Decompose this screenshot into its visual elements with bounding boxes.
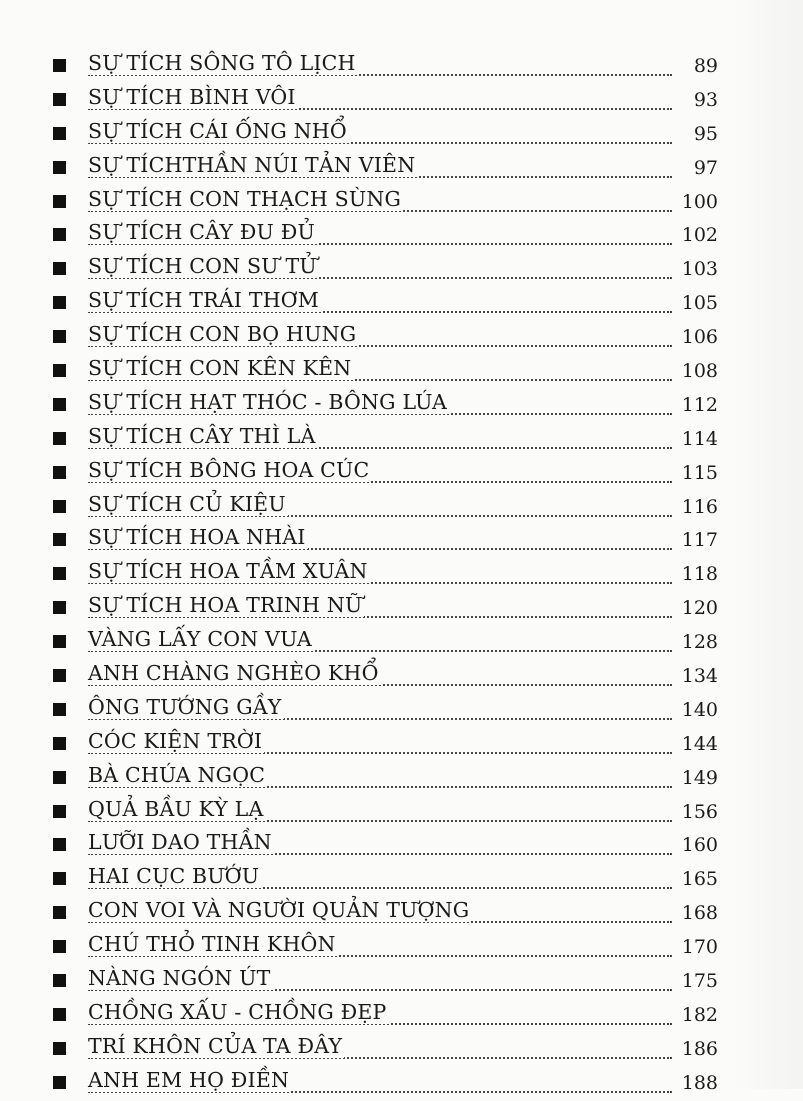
toc-entry-title: SỰ TÍCH CÂY THÌ LÀ [88,423,316,448]
square-bullet-icon [53,974,66,987]
square-bullet-icon [53,635,66,648]
toc-entry[interactable] [48,1067,718,1101]
toc-entry-page-number: 175 [674,970,718,992]
toc-entry-page-number: 106 [674,326,718,348]
toc-entry-title: CÓC KIỆN TRỜI [88,728,263,753]
toc-entry-page-number: 188 [674,1072,718,1094]
toc-entry[interactable] [48,457,718,491]
toc-entry-page-number: 112 [674,394,718,416]
toc-entry-title: SỰ TÍCH CÁI ỐNG NHỔ [88,118,347,143]
square-bullet-icon [53,195,66,208]
toc-entry[interactable] [48,863,718,897]
toc-entry-page-number: 168 [674,902,718,924]
toc-entry[interactable] [48,118,718,152]
toc-entry-title: NÀNG NGÓN ÚT [88,966,271,991]
toc-entry-title: SỰ TÍCH CON KÊN KÊN [88,356,352,381]
toc-entry-page-number: 128 [674,631,718,653]
toc-entry-title: BÀ CHÚA NGỌC [88,762,266,787]
square-bullet-icon [53,330,66,343]
toc-entry-title: SỰ TÍCH BÔNG HOA CÚC [88,457,370,482]
square-bullet-icon [53,262,66,275]
square-bullet-icon [53,533,66,546]
square-bullet-icon [53,432,66,445]
toc-entry[interactable] [48,694,718,728]
square-bullet-icon [53,805,66,818]
toc-entry-title: HAI CỤC BƯỚU [88,864,260,889]
toc-entry-title: SỰ TÍCH HOA TẦM XUÂN [88,559,368,584]
toc-entry-page-number: 134 [674,665,718,687]
toc-entry-title: ANH EM HỌ ĐIỀN [88,1067,290,1092]
toc-entry-title: SỰ TÍCH HOA NHÀI [88,525,306,550]
square-bullet-icon [53,669,66,682]
square-bullet-icon [53,59,66,72]
toc-entry[interactable] [48,999,718,1033]
toc-entry-title: SỰ TÍCH CÂY ĐU ĐỦ [88,220,315,245]
toc-entry-title: SỰ TÍCH HOA TRINH NỮ [88,593,363,618]
toc-entry[interactable] [48,524,718,558]
toc-entry-page-number: 186 [674,1038,718,1060]
square-bullet-icon [53,940,66,953]
toc-entry[interactable] [48,84,718,118]
toc-entry[interactable] [48,253,718,287]
square-bullet-icon [53,296,66,309]
toc-entry-title: SỰ TÍCH TRÁI THƠM [88,288,319,313]
toc-entry[interactable] [48,389,718,423]
toc-entry-page-number: 117 [674,529,718,551]
toc-entry[interactable] [48,931,718,965]
toc-entry-page-number: 114 [674,428,718,450]
toc-entry[interactable] [48,50,718,84]
toc-entry-page-number: 100 [674,191,718,213]
toc-entry[interactable] [48,626,718,660]
toc-entry[interactable] [48,355,718,389]
toc-entry[interactable] [48,762,718,796]
toc-entry[interactable] [48,287,718,321]
toc-entry-page-number: 156 [674,801,718,823]
toc-entry[interactable] [48,152,718,186]
toc-entry-page-number: 116 [674,496,718,518]
toc-entry[interactable] [48,796,718,830]
toc-entry-title: SỰ TÍCH CON BỌ HUNG [88,322,357,347]
toc-entry-title: SỰ TÍCH SÔNG TÔ LỊCH [88,51,356,75]
square-bullet-icon [53,364,66,377]
toc-entry-page-number: 97 [674,157,718,179]
toc-entry[interactable] [48,592,718,626]
toc-entry-page-number: 115 [674,462,718,484]
toc-entry-page-number: 105 [674,292,718,314]
toc-entry-title: LƯỠI DAO THẦN [88,830,272,855]
square-bullet-icon [53,161,66,174]
toc-entry-title: SỰ TÍCH CỦ KIỆU [88,491,286,516]
toc-entry-title: SỰ TÍCHTHẦN NÚI TẢN VIÊN [88,152,416,177]
toc-entry-title: SỰ TÍCH CON SƯ TỬ [88,254,317,279]
toc-entry-title: CHÚ THỎ TINH KHÔN [88,932,336,957]
square-bullet-icon [53,737,66,750]
toc-entry-page-number: 140 [674,699,718,721]
toc-entry[interactable] [48,660,718,694]
toc-entry[interactable] [48,829,718,863]
square-bullet-icon [53,872,66,885]
square-bullet-icon [53,398,66,411]
toc-entry-page-number: 89 [674,55,718,77]
toc-entry-page-number: 120 [674,597,718,619]
toc-entry[interactable] [48,219,718,253]
toc-entry[interactable] [48,1033,718,1067]
toc-entry-page-number: 108 [674,360,718,382]
toc-entry[interactable] [48,558,718,592]
square-bullet-icon [53,1042,66,1055]
toc-entry-page-number: 93 [674,89,718,111]
toc-entry[interactable] [48,897,718,931]
square-bullet-icon [53,838,66,851]
square-bullet-icon [53,127,66,140]
table-of-contents [48,50,718,1101]
toc-entry-page-number: 118 [674,563,718,585]
toc-entry[interactable] [48,423,718,457]
square-bullet-icon [53,601,66,614]
toc-entry-title: SỰ TÍCH BÌNH VÔI [88,84,296,109]
toc-entry-title: SỰ TÍCH CON THẠCH SÙNG [88,186,402,211]
toc-entry-page-number: 102 [674,224,718,246]
toc-entry-page-number: 165 [674,868,718,890]
toc-entry[interactable] [48,321,718,355]
toc-entry[interactable] [48,728,718,762]
square-bullet-icon [53,906,66,919]
square-bullet-icon [53,771,66,784]
page-edge-shadow [733,0,803,1089]
toc-entry[interactable] [48,965,718,999]
square-bullet-icon [53,567,66,580]
toc-entry-title: VÀNG LẤY CON VUA [88,627,312,652]
toc-entry-page-number: 103 [674,258,718,280]
toc-entry[interactable] [48,491,718,525]
toc-entry-page-number: 144 [674,733,718,755]
square-bullet-icon [53,466,66,479]
toc-entry-title: CHỒNG XẤU - CHỒNG ĐẸP [88,999,387,1024]
toc-entry-page-number: 149 [674,767,718,789]
toc-entry-title: ÔNG TƯỚNG GẦY [88,694,282,719]
toc-entry-title: QUẢ BẦU KỲ LẠ [88,796,264,821]
toc-entry-title: TRÍ KHÔN CỦA TA ĐÂY [88,1033,343,1058]
toc-entry-page-number: 170 [674,936,718,958]
toc-entry-page-number: 95 [674,123,718,145]
square-bullet-icon [53,500,66,513]
toc-entry-title: CON VOI VÀ NGƯỜI QUẢN TƯỢNG [88,898,470,923]
toc-entry-page-number: 182 [674,1004,718,1026]
toc-entry-title: SỰ TÍCH HẠT THÓC - BÔNG LÚA [88,389,447,414]
square-bullet-icon [53,228,66,241]
square-bullet-icon [53,93,66,106]
square-bullet-icon [53,1076,66,1089]
toc-entry-page-number: 160 [674,834,718,856]
toc-entry[interactable] [48,186,718,220]
square-bullet-icon [53,703,66,716]
square-bullet-icon [53,1008,66,1021]
toc-entry-title: ANH CHÀNG NGHÈO KHỔ [88,661,379,686]
